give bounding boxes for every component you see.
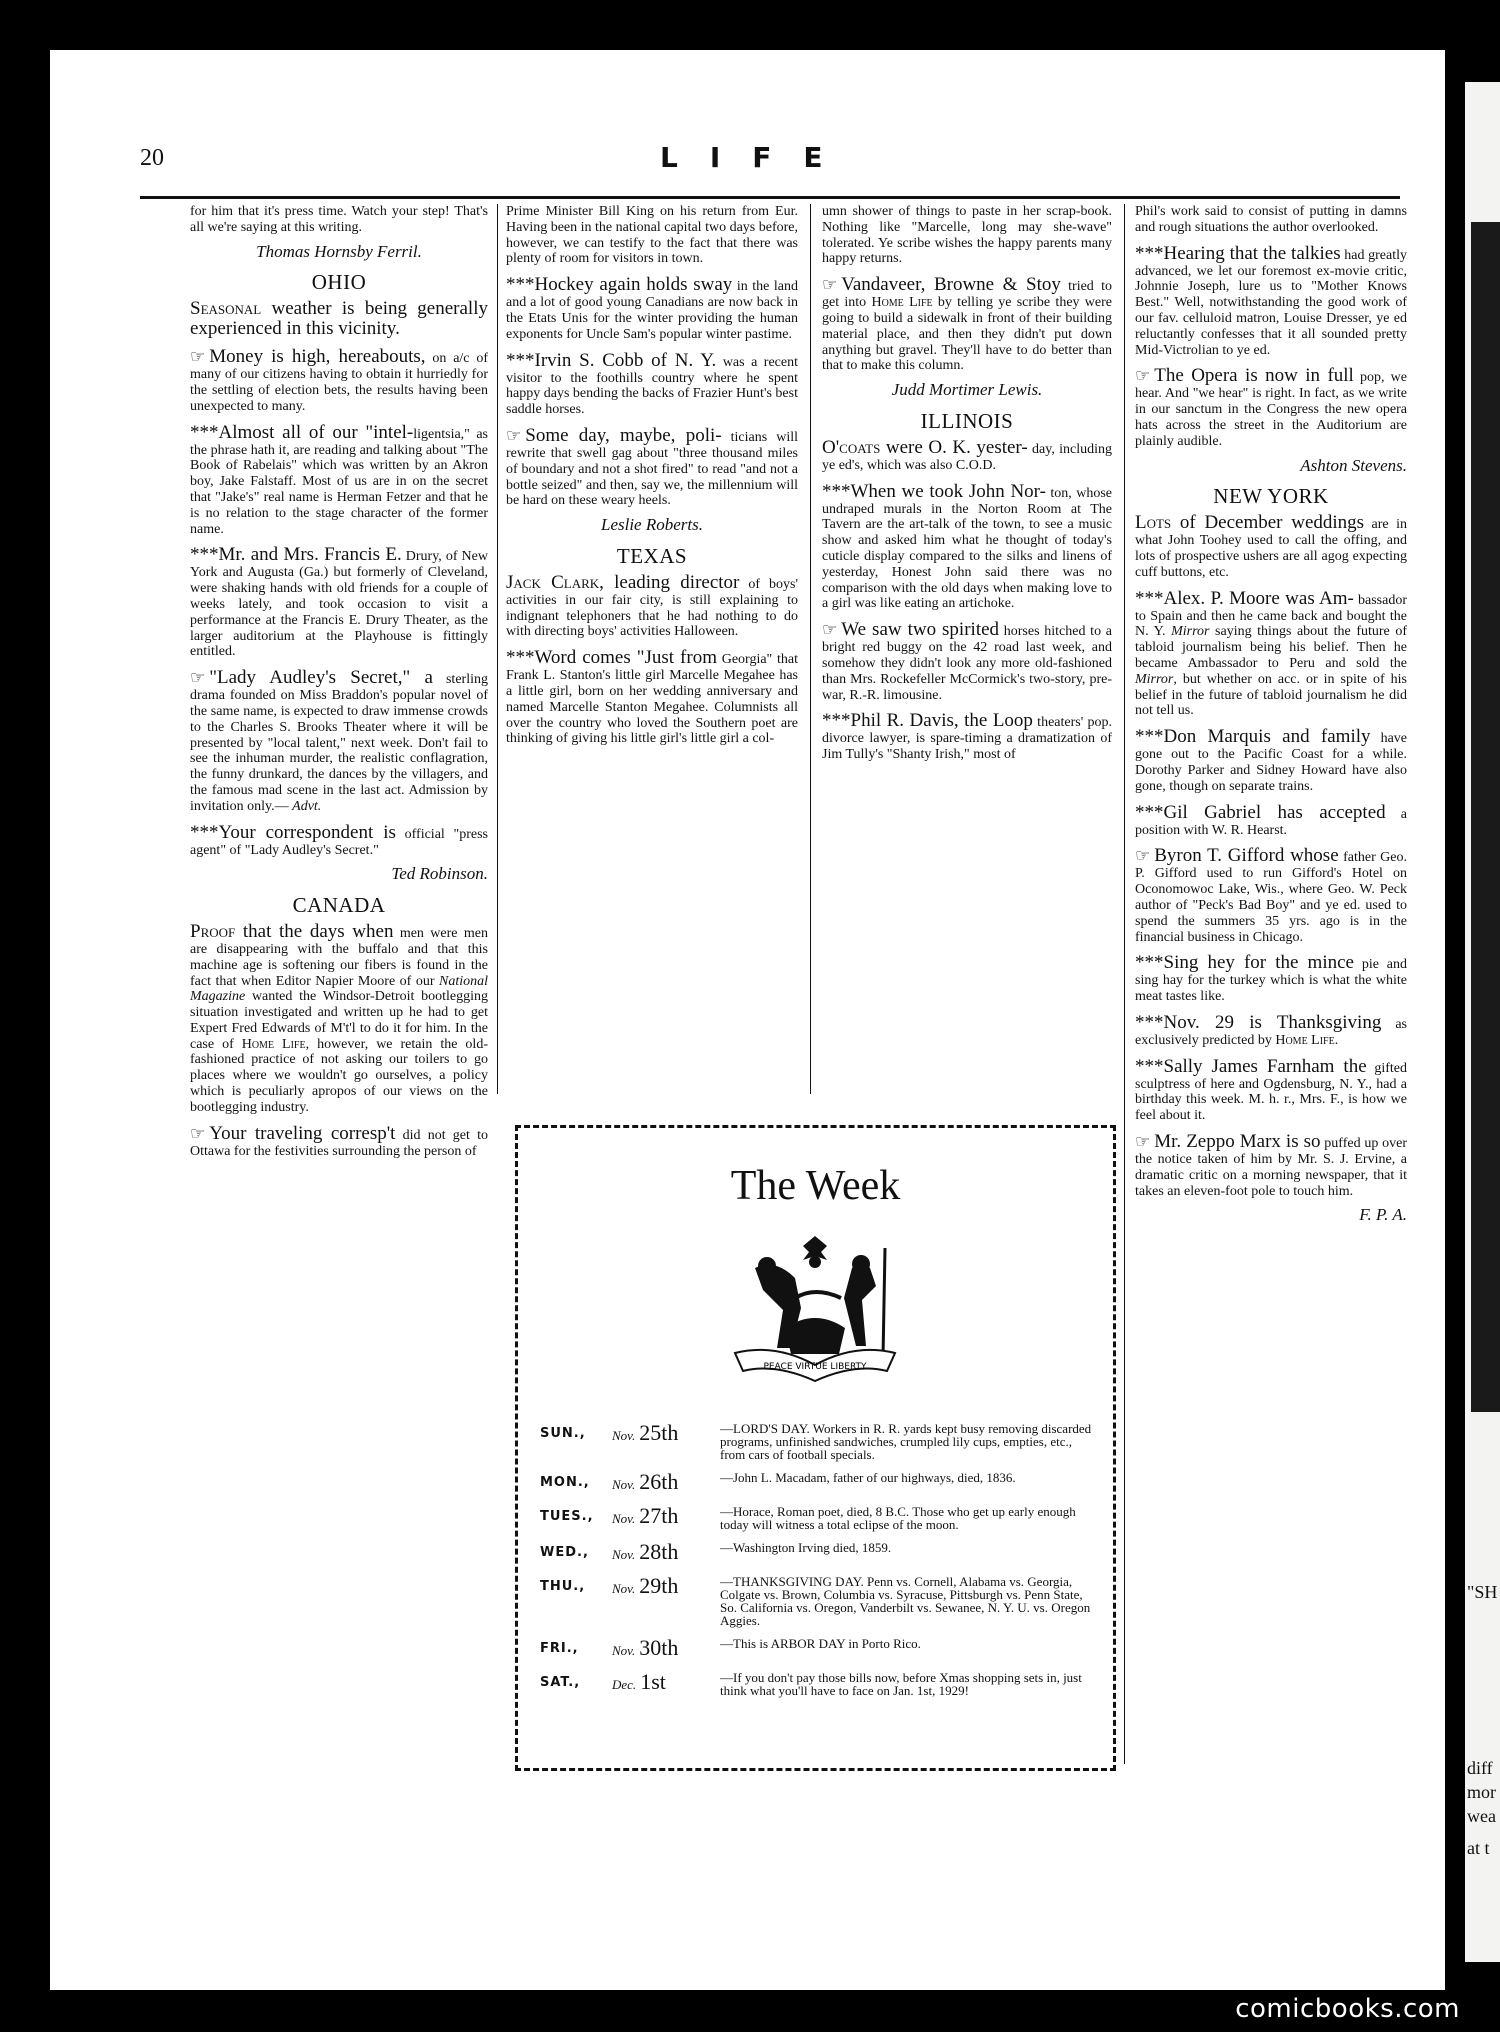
pointing-hand-icon: ☞: [822, 275, 838, 296]
paragraph: ☞ "Lady Audley's Secret," a sterling drama founded on Miss Braddon's popular novel of the same name, is expected to draw immense crowds to the Charles S. Brooks Theater where it will be presented by "local talent," next week. Don't fail to see the inhuman murder, the realistic conflagration, the funny drunkard, the dances by the villagers, and the famous mad scene in the last act. Admission by invitation only.— Advt.: [190, 667, 488, 814]
paragraph: ***Almost all of our "intel-ligentsia," as the phrase hath it, are reading and talking about "The Book of Rabelais" which was written by an Akron boy, Jake Falstaff. Most of us are in on the secret that "Jake's" real name is Herman Fetzer and that he is no relation to the stage character of the former name.: [190, 421, 489, 537]
column-divider: [497, 204, 498, 1094]
paragraph: ***Mr. and Mrs. Francis E. Drury, of New York and Augusta (Ga.) but formerly of Cleveland, were shaking hands with old friends for a couple of weeks lately, and took occasion to visit a performance at the Francis E. Drury Theater, as the larger auditorium at the Playhouse is fittingly entitled.: [190, 544, 488, 660]
the-week-box: [515, 1125, 1116, 1771]
source-watermark: comicbooks.com: [1235, 1994, 1460, 2024]
paragraph: Lots of December weddings are in what John Toohey used to call the offing, and lots of prospective ushers are all agog expecting cuff buttons, etc.: [1135, 512, 1407, 580]
the-week-title: The Week: [730, 1163, 901, 1209]
adjacent-text-fragment: wea: [1467, 1806, 1496, 1826]
week-entry: WED., Nov. 28th —Washington Irving died, 1859.: [540, 1539, 892, 1564]
page-header: [140, 141, 1400, 185]
paragraph: ☞ The Opera is now in full pop, we hear. And "we hear" is right. In fact, as we write in our sanctum in the Congress the new opera hats across the street in the Auditorium are plainly audible.: [1135, 365, 1407, 449]
adjacent-text-fragment: mor: [1467, 1782, 1496, 1802]
section-heading-ohio: OHIO: [311, 270, 367, 295]
page-gutter: [1445, 50, 1465, 1990]
week-entry: SAT., Dec. 1st —If you don't pay those bills now, before Xmas shopping sets in, just think what you'll have to face on Jan. 1st, 1929!: [540, 1669, 1082, 1698]
adjacent-text-fragment: at t: [1467, 1838, 1490, 1858]
paragraph: Seasonal weather is being generally experienced in this vicinity.: [190, 298, 488, 340]
paragraph: ***Don Marquis and family have gone out to the Pacific Coast for a while. Dorothy Parker and Sidney Howard have also gone, though on separate trains.: [1135, 726, 1408, 794]
adjacent-page-edge: [1465, 82, 1500, 1962]
paragraph: ***Your correspondent is official "press agent" of "Lady Audley's Secret.": [190, 821, 489, 858]
paragraph: ☞ We saw two spirited horses hitched to a bright red buggy on the 42 road last week, and somehow they didn't look any more old-fashioned than Mrs. Rockefeller McCormick's two-story, pre-war, R.-R. limousine.: [822, 619, 1112, 703]
section-heading-illinois: ILLINOIS: [920, 408, 1014, 433]
pointing-hand-icon: ☞: [1135, 366, 1151, 387]
column-divider: [1124, 204, 1125, 1764]
page-number: 20: [140, 145, 164, 171]
column-2: [506, 204, 798, 755]
week-entry: THU., Nov. 29th —THANKSGIVING DAY. Penn vs. Cornell, Alabama vs. Georgia, Colgate vs. Brown, Columbia vs. Syracuse, Pittsburgh vs. Penn State, So. California vs. Oregon, Vanderbilt vs. Sewanee, N. Y. U. vs. Oregon Aggies.: [540, 1573, 1091, 1628]
paragraph: ☞ Mr. Zeppo Marx is so puffed up over the notice taken of him by Mr. S. J. Ervine, a dramatic critic on a morning newspaper, that it takes an eleven-foot pole to touch him.: [1135, 1131, 1407, 1199]
byline: Ashton Stevens.: [1300, 455, 1407, 475]
paragraph: ***Alex. P. Moore was Am- bassador to Spain and then he came back and bought the N. Y. Mirror saying things about the future of tabloid journalism being his belief. Then he became Ambassador to Peru and sold the Mirror, but whether on acc. or in spite of his belief in the future of tabloid journalism he did not tell us.: [1135, 587, 1407, 719]
paragraph: Proof that the days when men were men are disappearing with the buffalo and that this machine age is softening our fibers is found in the fact that when Editor Napier Moore of our National Magazine wanted the Windsor-Detroit bootlegging situation investigated and written up he had to get Expert Fred Edwards of M't'l to do it for him. In the case of Home Life, however, we retain the old-fashioned practice of not asking our toilers to go places where we wouldn't go ourselves, a policy which is peculiarly apropos of our views on the bootlegging industry.: [190, 920, 488, 1115]
paragraph: ☞ Your traveling corresp't did not get to Ottawa for the festivities surrounding the person of: [190, 1122, 488, 1159]
emblem-motto: PEACE VIRTUE LIBERTY: [763, 1362, 867, 1372]
paragraph: ***Sally James Farnham the gifted sculptress of here and Ogdensburg, N. Y., had a birthday this week. M. h. r., Mrs. F., is how we feel about it.: [1135, 1055, 1407, 1124]
paragraph: ***Word comes "Just from Georgia" that Frank L. Stanton's little girl Marcelle Megahee has a little girl, born on her wedding anniversary and named Marcelle Stanton Megahee. Columnists all over the country who loved the Southern poet are thinking of giving his little girl's little girl a col-: [506, 647, 798, 747]
week-entry: FRI., Nov. 30th —This is ARBOR DAY in Porto Rico.: [540, 1635, 921, 1660]
week-entry: MON., Nov. 26th —John L. Macadam, father of our highways, died, 1836.: [540, 1469, 1016, 1494]
pointing-hand-icon: ☞: [1135, 846, 1151, 867]
byline: F. P. A.: [1359, 1205, 1407, 1225]
paragraph: ***Hockey again holds sway in the land and a lot of good young Canadians are now back in the Etats Unis for the winter providing the human exponents for Uncle Sam's popular winter pastime.: [506, 274, 798, 342]
masthead-title: LIFE: [660, 141, 855, 174]
byline: Judd Mortimer Lewis.: [891, 380, 1043, 400]
adjacent-text-fragment: diff: [1467, 1758, 1493, 1778]
paragraph: ***Sing hey for the mince pie and sing hay for the turkey which is what the white meat tastes like.: [1135, 952, 1407, 1005]
column-1: [190, 204, 488, 1167]
paragraph: ☞ Some day, maybe, poli- ticians will rewrite that swell gag about "three thousand miles of boundary and not a shot fired" to read "and not a bottle seized" and then, say we, the millennium will be hard on these weary heels.: [506, 424, 798, 509]
state-seal-emblem-icon: [715, 1228, 915, 1398]
pointing-hand-icon: ☞: [190, 347, 206, 368]
week-calendar-list: [540, 1420, 1095, 1705]
paragraph: ***Hearing that the talkies had greatly advanced, we let our foremost ex-movie critic, Johnnie Joseph, lure us to "Mother Knows Best." Well, notwithstanding the good work of our fav. celluloid matron, Louise Dresser, ye ed reluctantly confesses that it all sounded pretty Mid-Victrolian to ye ed.: [1135, 242, 1407, 358]
header-rule: [140, 196, 1400, 199]
adjacent-text-fragment: "SH: [1467, 1582, 1498, 1602]
pointing-hand-icon: ☞: [506, 425, 522, 446]
paragraph: ☞ Vandaveer, Browne & Stoy tried to get into Home Life by telling ye scribe they were going to build a sidewalk in front of their building material place, and then they didn't put down anything but gravel. They'll have to do better than that to make this column.: [822, 274, 1113, 374]
paragraph: ☞ Money is high, hereabouts, on a/c of many of our citizens having to obtain it hurriedly for the settling of election bets, the results having been unexpected to many.: [190, 346, 488, 414]
section-heading-texas: TEXAS: [616, 543, 688, 568]
column-3: [822, 204, 1112, 771]
section-heading-canada: CANADA: [292, 893, 386, 918]
byline: Leslie Roberts.: [601, 515, 703, 535]
paragraph: ***Nov. 29 is Thanksgiving as exclusively predicted by Home Life.: [1135, 1011, 1407, 1048]
adjacent-page-photo: [1471, 222, 1500, 1412]
pointing-hand-icon: ☞: [190, 1123, 206, 1144]
paragraph: O'coats were O. K. yester- day, including ye ed's, which was also C.O.D.: [822, 436, 1113, 473]
byline: Ted Robinson.: [391, 864, 488, 884]
week-entry: SUN., Nov. 25th —LORD'S DAY. Workers in R. R. yards kept busy removing discarded programs, unfinished sandwiches, crumpled lily cups, empties, etc., from cars of football specials.: [540, 1420, 1092, 1462]
column-divider: [810, 204, 811, 1094]
pointing-hand-icon: ☞: [822, 620, 838, 641]
pointing-hand-icon: ☞: [190, 668, 206, 689]
paragraph: Phil's work said to consist of putting in damns and rough situations the author overlooked.: [1135, 204, 1407, 235]
paragraph: ***Irvin S. Cobb of N. Y. was a recent visitor to the foothills country where he spent happy days bending the backs of Frazier Hunt's best saddle horses.: [506, 349, 798, 418]
week-entry: TUES., Nov. 27th —Horace, Roman poet, died, 8 B.C. Those who get up early enough today will witness a total eclipse of the moon.: [540, 1503, 1076, 1532]
paragraph: for him that it's press time. Watch your step! That's all we're saying at this writing.: [190, 204, 488, 235]
byline: Thomas Hornsby Ferril.: [256, 241, 422, 261]
paragraph: ☞ Byron T. Gifford whose father Geo. P. Gifford used to run Gifford's Hotel on Oconomowoc Lake, Wis., where Geo. W. Peck author of "Peck's Bad Boy" and ye ed. used to spend the summers 35 yrs. ago is in the financial business in Chicago.: [1135, 845, 1408, 945]
paragraph: ***Phil R. Davis, the Loop theaters' pop. divorce lawyer, is spare-timing a dramatization of Jim Tully's "Shanty Irish," most of: [822, 710, 1112, 763]
paragraph: Prime Minister Bill King on his return from Eur. Having been in the national capital two days before, however, we can testify to the fact that there was plenty of room for visitors in town.: [506, 204, 798, 267]
section-heading-new-york: NEW YORK: [1213, 484, 1329, 509]
paragraph: ***Gil Gabriel has accepted a position with W. R. Hearst.: [1135, 801, 1407, 838]
column-4: [1135, 204, 1407, 1237]
pointing-hand-icon: ☞: [1135, 1132, 1151, 1153]
paragraph: umn shower of things to paste in her scrap-book. Nothing like "Marcelle, long may she-wave" tolerated. Ye scribe wishes the happy parents many happy returns.: [822, 204, 1112, 267]
paragraph: Jack Clark, leading director of boys' activities in our fair city, is still explaining to indignant telephoners that he had nothing to do with directing boys' activities Halloween.: [506, 571, 798, 640]
paragraph: ***When we took John Nor- ton, whose undraped murals in the Norton Room at The Tavern are the art-talk of the town, to see a music show and asked him what he thought of today's cuticle display compared to the silks and linens of yesterday, Honest John said there was no comparison with the old days when making love to a girl was like eating an artichoke.: [822, 480, 1112, 612]
